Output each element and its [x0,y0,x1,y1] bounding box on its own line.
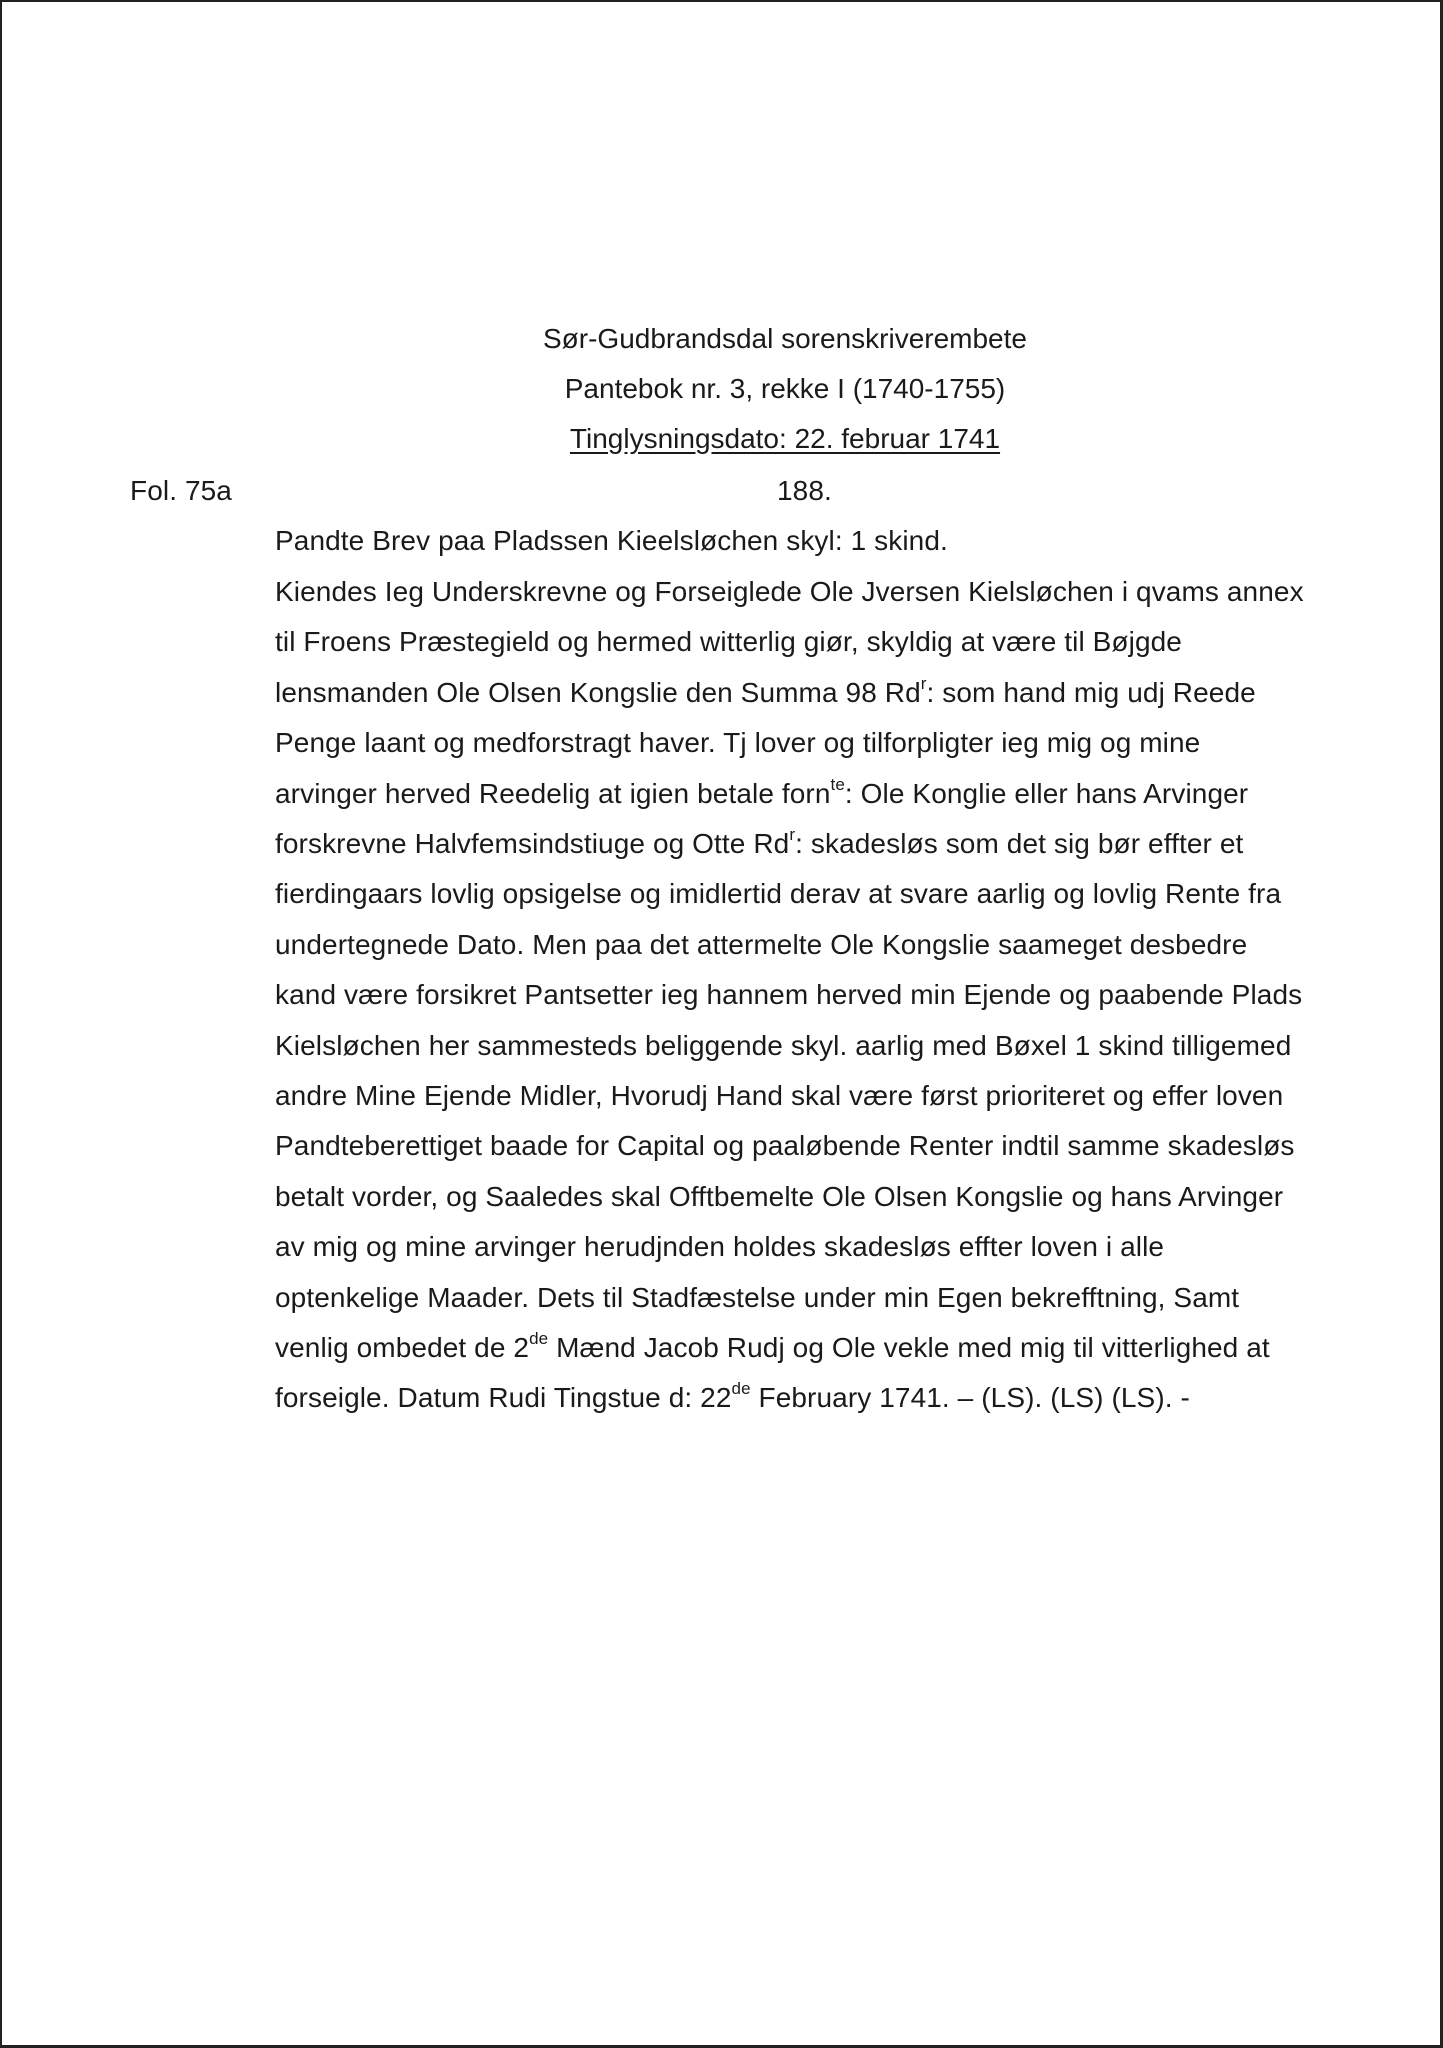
body-line [275,928,1247,962]
body-line [275,824,1244,861]
body-line-text: : Ole Konglie eller hans Arvinger [844,778,1249,809]
body-line [275,625,1182,659]
body-line-text: fierdingaars lovlig opsigelse og imidlertid derav at svare aarlig og lovlig Rente fra [275,878,1282,909]
body-line [275,1328,1270,1365]
body-line [275,978,1302,1012]
body-line [275,774,1249,811]
body-line [275,1029,1291,1063]
scan-border-top [0,0,1443,2]
body-line-text: arvinger herved Reedelig at igien betale forn [275,778,831,809]
body-line-text: Kiendes Ieg Underskrevne og Forseiglede Ole Jversen Kielsløchen i qvams annex [275,576,1304,607]
body-line-text: : skadesløs som det sig bør effter et [795,828,1244,859]
body-line-text: av mig og mine arvinger herudjnden holdes skadesløs effter loven i alle [275,1231,1165,1262]
body-line-text: betalt vorder, og Saaledes skal Offtbemelte Ole Olsen Kongslie og hans Arvinger [275,1181,1284,1212]
body-line-text: Penge laant og medforstragt haver. Tj lover og tilforpligter ieg mig og mine [275,727,1201,758]
body-line [275,1129,1295,1163]
header-office: Sør-Gudbrandsdal sorenskriverembete [543,323,1027,354]
body-line-text: forskrevne Halvfemsindstiuge og Otte Rd [275,828,790,859]
body-line-text: til Froens Præstegield og hermed witterlig giør, skyldig at være til Bøjgde [275,626,1182,657]
body-line [275,726,1200,760]
body-line-text: venlig ombedet de 2 [275,1332,530,1363]
body-line-text: Mænd Jacob Rudj og Ole vekle med mig til vitterlighed at [548,1332,1270,1363]
body-line-text: optenkelige Maader. Dets til Stadfæstelse under min Egen bekrefftning, Samt [275,1282,1240,1313]
body-line-text: February 1741. – (LS). (LS) (LS). - [750,1382,1190,1413]
body-line-text: Kielsløchen her sammesteds beliggende skyl. aarlig med Bøxel 1 skind tilligemed [275,1030,1292,1061]
folio-label: Fol. 75a [130,475,232,506]
superscript-abbrev: te [830,774,845,794]
body-line-text: undertegnede Dato. Men paa det attermelte Ole Kongslie saameget desbedre [275,929,1248,960]
body-line-text: andre Mine Ejende Midler, Hvorudj Hand skal være først prioriteret og effer loven [275,1080,1284,1111]
body-line [275,1180,1283,1214]
body-line [275,1378,1190,1415]
superscript-abbrev: r [920,673,927,693]
body-line-text: forseigle. Datum Rudi Tingstue d: 22 [275,1382,732,1413]
body-line [275,673,1256,710]
header-date [435,422,1135,456]
header-date-text: Tinglysningsdato: 22. februar 1741 [569,423,1001,454]
entry-number: 188. [777,475,832,506]
body-line-text: Pandteberettiget baade for Capital og paaløbende Renter indtil samme skadesløs [275,1130,1295,1161]
body-line [275,877,1281,911]
superscript-abbrev: de [529,1328,549,1348]
superscript-abbrev: r [789,824,796,844]
body-line-text: lensmanden Ole Olsen Kongslie den Summa 98 Rd [275,677,921,708]
scan-border-left [0,0,2,2048]
header-book: Pantebok nr. 3, rekke I (1740-1755) [564,373,1006,404]
body-line [275,575,1304,609]
body-line [275,1079,1283,1113]
body-line-text: kand være forsikret Pantsetter ieg hannem herved min Ejende og paabende Plads [275,979,1303,1010]
body-line [275,1281,1239,1315]
body-line-text: : som hand mig udj Reede [926,677,1256,708]
superscript-abbrev: de [731,1378,751,1398]
entry-title: Pandte Brev paa Pladssen Kieelsløchen skyl: 1 skind. [275,525,948,556]
body-line [275,1230,1164,1264]
